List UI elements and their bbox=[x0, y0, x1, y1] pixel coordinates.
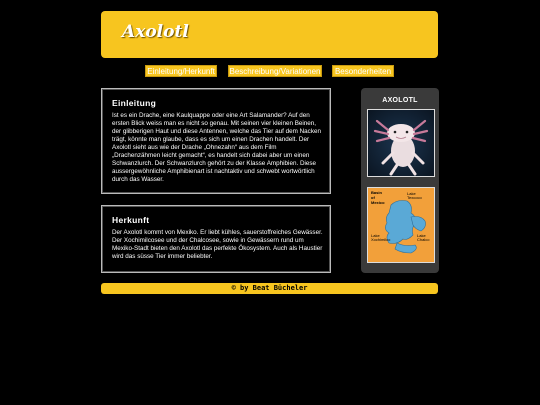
map-label: Lake bbox=[417, 233, 426, 238]
map-label: of bbox=[371, 195, 375, 200]
copyright-text: © by Beat Bücheler bbox=[231, 284, 308, 292]
map-label: Xochimilco bbox=[371, 237, 391, 242]
section-text: Ist es ein Drache, eine Kaulquappe oder eine Art Salamander? Auf den ersten Blick weiss man es nicht so genau. Mit seinen vier kleinen Beinen, der glibberigen Haut und diese Antennen, welche das Tier auf dem Nacken trägt, könnte man glaube, dass es sich um einen Drachen handelt. Der Axolotl sieht aus wie der Drache „Ohnezahn“ aus dem Film „Drachenzähmen leicht gemacht“, es handelt sich dabei aber um einen Schwanzlurch. Der Schwanzlurch gehört zu der Klasse Amphibien. Diese aussergewöhnliche Amphibienart ist nachtaktiv und schwebt wortwörtlich durch das Wasser. bbox=[112, 112, 321, 183]
map-label: Lake bbox=[371, 233, 380, 238]
section-text: Der Axolotl kommt von Mexiko. Er liebt kühles, sauerstoffreiches Gewässer. Der Xochimilcosee und der Chalcosee, sowie in Gewässern rund um Mexiko-Stadt bieten den Axolotl das perfekte Ökosystem. Auch als Haustier wird das süsse Tier immer beliebter. bbox=[112, 229, 323, 260]
main-nav bbox=[0, 65, 540, 78]
section-heading: Herkunft bbox=[112, 215, 150, 225]
section-heading: Einleitung bbox=[112, 98, 157, 108]
map-label: Mexico bbox=[371, 200, 385, 205]
map-label: Lake bbox=[407, 191, 416, 196]
footer bbox=[101, 283, 438, 294]
section-herkunft bbox=[101, 205, 331, 273]
header-banner bbox=[101, 11, 438, 58]
mexico-basin-map bbox=[367, 187, 435, 263]
nav-beschreibung-variationen[interactable]: Beschreibung/Variationen bbox=[229, 67, 321, 76]
page-title: Axolotl bbox=[122, 22, 189, 42]
nav-besonderheiten[interactable]: Besonderheiten bbox=[332, 65, 394, 77]
map-label: Chalco bbox=[417, 237, 430, 242]
map-label: Basin bbox=[371, 190, 382, 195]
section-einleitung bbox=[101, 88, 331, 194]
sidebar bbox=[361, 88, 439, 273]
sidebar-title: AXOLOTL bbox=[382, 97, 418, 104]
axolotl-photo bbox=[367, 109, 435, 177]
map-label: Texcoco bbox=[407, 195, 422, 200]
nav-einleitung-herkunft[interactable]: Einleitung/Herkunft bbox=[145, 65, 217, 77]
